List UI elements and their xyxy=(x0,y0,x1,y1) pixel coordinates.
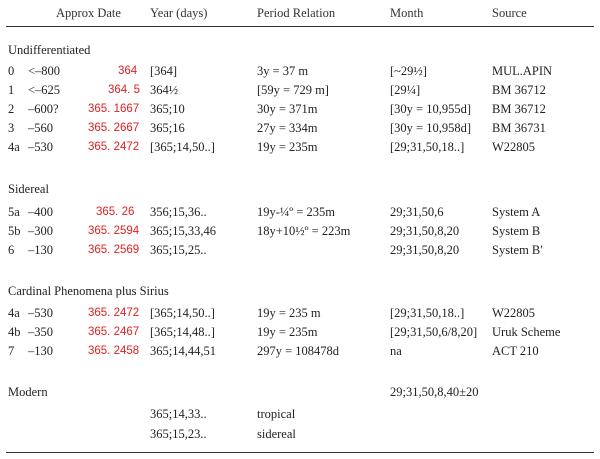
row-year: [365;14,48..] xyxy=(150,325,215,339)
row-id: 0 xyxy=(8,64,15,78)
row-id: 5a xyxy=(8,205,20,219)
table-row xyxy=(0,425,600,443)
row-id: 2 xyxy=(8,102,15,116)
section-title-undifferentiated: Undifferentiated xyxy=(8,43,91,57)
row-period: 297y = 108478d xyxy=(257,344,340,358)
row-year: [365;14,50..] xyxy=(150,306,215,320)
modern-row xyxy=(0,383,600,401)
header-source: Source xyxy=(492,6,527,20)
table-row xyxy=(0,342,600,360)
row-date: –130 xyxy=(28,344,53,358)
row-date: –300 xyxy=(28,224,53,238)
row-id: 3 xyxy=(8,121,15,135)
row-id: 4a xyxy=(8,306,20,320)
row-source: System A xyxy=(492,205,541,219)
row-year: 356;15,36.. xyxy=(150,205,207,219)
row-month: 29;31,50,6 xyxy=(390,205,444,219)
row-month: [29¼] xyxy=(390,83,421,97)
row-id: 7 xyxy=(8,344,15,358)
table-row xyxy=(0,323,600,341)
row-source: BM 36712 xyxy=(492,102,546,116)
row-year: [364] xyxy=(150,64,178,78)
row-month: [29;31,50,18..] xyxy=(390,306,465,320)
row-date: –130 xyxy=(28,243,53,257)
row-date: <–625 xyxy=(28,83,61,97)
row-annotation: 365. 1667 xyxy=(88,103,140,115)
row-period: 19y = 235 m xyxy=(257,306,321,320)
section-title-cardinal-phenomena: Cardinal Phenomena plus Sirius xyxy=(8,284,169,298)
modern-year: 365;14,33.. xyxy=(150,407,207,421)
table-row xyxy=(0,100,600,118)
table-row xyxy=(0,405,600,423)
table-row xyxy=(0,119,600,137)
row-year: 365;15,33,46 xyxy=(150,224,216,238)
row-year: 364½ xyxy=(150,83,179,97)
row-month: 29;31,50,8,20 xyxy=(390,243,460,257)
row-period: 27y = 334m xyxy=(257,121,318,135)
row-year: 365;14,44,51 xyxy=(150,344,216,358)
table-row xyxy=(0,62,600,80)
section-title-modern: Modern xyxy=(8,385,48,399)
row-id: 4a xyxy=(8,140,20,154)
table-row xyxy=(0,81,600,99)
table-row xyxy=(0,138,600,156)
bottom-rule xyxy=(6,452,594,453)
row-source: MUL.APIN xyxy=(492,64,553,78)
row-annotation: 365. 2472 xyxy=(88,307,140,319)
row-month: [30y = 10,955d] xyxy=(390,102,471,116)
row-id: 4b xyxy=(8,325,21,339)
row-year: 365;16 xyxy=(150,121,185,135)
row-period: 19y = 235m xyxy=(257,140,318,154)
row-source: System B xyxy=(492,224,541,238)
row-date: –530 xyxy=(28,306,53,320)
row-date: –350 xyxy=(28,325,53,339)
row-period: 3y = 37 m xyxy=(257,64,309,78)
row-id: 5b xyxy=(8,224,21,238)
row-period: [59y = 729 m] xyxy=(257,83,329,97)
header-approx-date: Approx Date xyxy=(56,6,121,20)
row-month: [29;31,50,18..] xyxy=(390,140,465,154)
row-period: 30y = 371m xyxy=(257,102,318,116)
header-month: Month xyxy=(390,6,424,20)
row-date: –400 xyxy=(28,205,53,219)
modern-year: 365;15,23.. xyxy=(150,427,207,441)
row-source: W22805 xyxy=(492,140,536,154)
modern-period: tropical xyxy=(257,407,296,421)
row-id: 6 xyxy=(8,243,15,257)
row-source: Uruk Scheme xyxy=(492,325,561,339)
table-row xyxy=(0,304,600,322)
row-year: 365;10 xyxy=(150,102,185,116)
row-annotation: 364 xyxy=(118,65,138,77)
row-annotation: 365. 2467 xyxy=(88,326,140,338)
row-source: BM 36731 xyxy=(492,121,546,135)
row-annotation: 365. 26 xyxy=(96,206,135,218)
row-annotation: 365. 2667 xyxy=(88,122,140,134)
row-source: BM 36712 xyxy=(492,83,546,97)
header-period-relation: Period Relation xyxy=(257,6,336,20)
row-date: <–800 xyxy=(28,64,61,78)
row-annotation: 365. 2458 xyxy=(88,345,140,357)
modern-month: 29;31,50,8,40±20 xyxy=(390,385,479,399)
table-header xyxy=(0,4,600,22)
row-source: W22805 xyxy=(492,306,536,320)
row-annotation: 365. 2569 xyxy=(88,244,140,256)
row-period: 19y-¼º = 235m xyxy=(257,205,335,219)
row-annotation: 365. 2472 xyxy=(88,141,140,153)
row-month: na xyxy=(390,344,402,358)
row-date: –600? xyxy=(28,102,59,116)
row-source: ACT 210 xyxy=(492,344,539,358)
row-date: –560 xyxy=(28,121,53,135)
row-period: 18y+10½º = 223m xyxy=(257,224,351,238)
row-annotation: 365. 2594 xyxy=(88,225,140,237)
table-row xyxy=(0,241,600,259)
row-year: 365;15,25.. xyxy=(150,243,207,257)
row-period: 19y = 235m xyxy=(257,325,318,339)
row-id: 1 xyxy=(8,83,15,97)
row-month: [~29½] xyxy=(390,64,427,78)
row-month: 29;31,50,8,20 xyxy=(390,224,460,238)
modern-period: sidereal xyxy=(257,427,296,441)
header-year-days: Year (days) xyxy=(150,6,208,20)
row-date: –530 xyxy=(28,140,53,154)
row-year: [365;14,50..] xyxy=(150,140,215,154)
row-month: [30y = 10,958d] xyxy=(390,121,471,135)
row-annotation: 364. 5 xyxy=(108,84,140,96)
table-row xyxy=(0,203,600,221)
row-source: System B′ xyxy=(492,243,544,257)
table-row xyxy=(0,222,600,240)
row-month: [29;31,50,6/8,20] xyxy=(390,325,478,339)
section-title-sidereal: Sidereal xyxy=(8,182,49,196)
header-rule xyxy=(6,26,594,27)
